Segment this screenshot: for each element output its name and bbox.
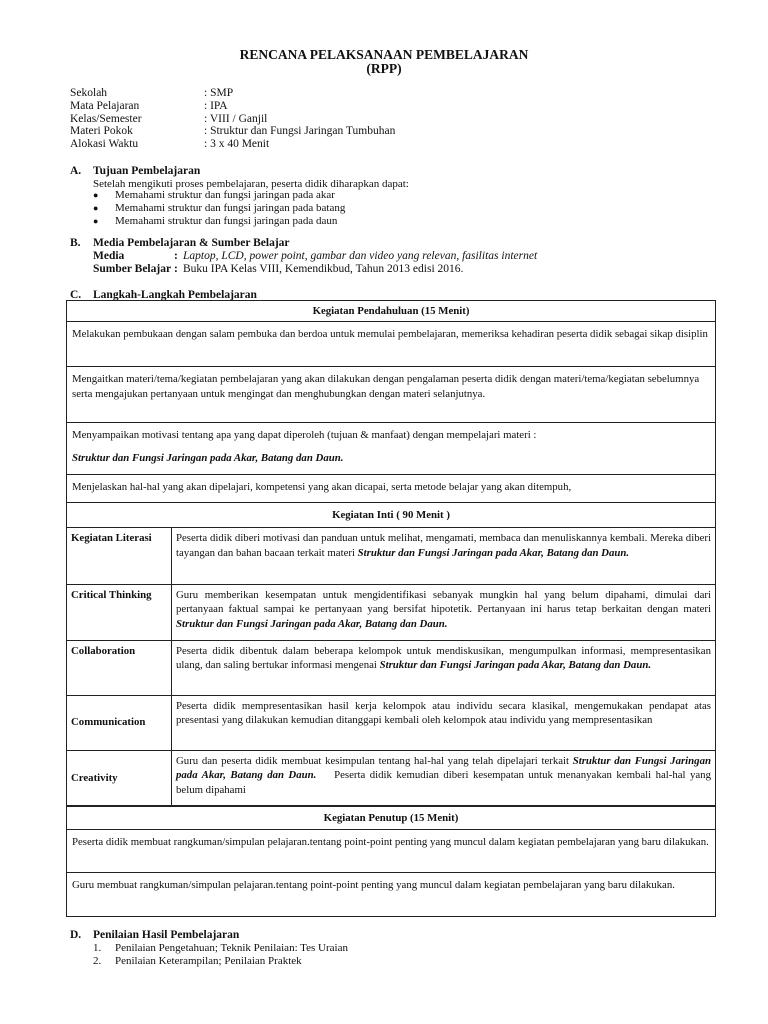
- identity-row: [70, 138, 395, 151]
- section-title: Langkah-Langkah Pembelajaran: [93, 289, 257, 301]
- table-row: Peserta didik membuat rangkuman/simpulan pelajaran.tentang point-point penting yang muncul dalam kegiatan pembelajaran yang baru dilakukan.: [67, 830, 715, 873]
- bullet-icon: ●: [93, 215, 99, 226]
- identity-label: Alokasi Waktu: [70, 138, 139, 151]
- list-item: [93, 955, 348, 968]
- activity-label: Communication: [67, 695, 172, 750]
- penutup-header: Kegiatan Penutup (15 Menit): [67, 806, 715, 830]
- section-letter: C.: [70, 289, 82, 301]
- table-row: [67, 423, 715, 475]
- sumber-label: Sumber Belajar: [93, 263, 172, 275]
- sumber-value: Buku IPA Kelas VIII, Kemendikbud, Tahun 2013 edisi 2016.: [183, 263, 464, 275]
- pendahuluan-header: Kegiatan Pendahuluan (15 Menit): [67, 301, 715, 322]
- penilaian-list: [93, 942, 348, 968]
- activity-text: Guru memberikan kesempatan untuk mengidentifikasi sebanyak mungkin hal yang belum dipahami, dimulai dari pertanyaan faktual sampai ke pertanyaan yang bersifat hipotetik. Pertanyaan ini harus tetap berkaitan dengan materi Struktur dan Fungsi Jaringan pada Akar, Batang dan Daun.: [172, 584, 716, 640]
- table-row: [67, 695, 715, 750]
- penutup-table: [66, 805, 716, 917]
- identity-value: : VIII / Ganjil: [204, 112, 268, 125]
- table-row: Mengaitkan materi/tema/kegiatan pembelajaran yang akan dilakukan dengan pengalaman peserta didik dengan materi/tema/kegiatan sebelumnya serta mengajukan pertanyaan untuk mengingat dan menghubungkan dengan materi selanjutnya.: [67, 367, 715, 423]
- table-row: [67, 750, 715, 806]
- identity-row: [70, 113, 395, 126]
- identity-label: Materi Pokok: [70, 125, 133, 138]
- identity-label: Sekolah: [70, 87, 108, 99]
- tujuan-intro: Setelah mengikuti proses pembelajaran, peserta didik diharapkan dapat:: [93, 178, 409, 190]
- tujuan-list: [93, 189, 345, 227]
- list-item-text: Penilaian Keterampilan; Penilaian Praktek: [115, 954, 302, 967]
- identity-row: [70, 87, 395, 100]
- activity-label: Kegiatan Literasi: [67, 528, 172, 584]
- inti-activities: [67, 528, 715, 806]
- pendahuluan-table: [66, 300, 716, 503]
- table-row: [67, 528, 715, 584]
- activity-label: Creativity: [67, 750, 172, 806]
- list-item-text: Penilaian Pengetahuan; Teknik Penilaian: Tes Uraian: [115, 942, 348, 954]
- identity-value: : IPA: [204, 99, 228, 112]
- bullet-icon: ●: [93, 190, 99, 200]
- section-title: Penilaian Hasil Pembelajaran: [93, 929, 240, 941]
- activity-text: Guru dan peserta didik membuat kesimpulan tentang hal-hal yang telah dipelajari terkait Struktur dan Fungsi Jaringan pada Akar, Batang dan Daun. Peserta didik kemudian diberi kesempatan untuk menanyakan kembali hal-hal yang belum dipahami: [176, 754, 714, 796]
- list-item-text: Memahami struktur dan fungsi jaringan pada daun: [115, 214, 338, 227]
- list-item: [93, 942, 348, 955]
- list-item-text: Memahami struktur dan fungsi jaringan pada batang: [115, 201, 346, 214]
- identity-row: [70, 125, 395, 138]
- list-item-text: Memahami struktur dan fungsi jaringan pada akar: [115, 189, 335, 201]
- section-title: Media Pembelajaran & Sumber Belajar: [93, 237, 290, 249]
- inti-header: Kegiatan Inti ( 90 Menit ): [67, 503, 715, 528]
- motivasi-materi: Struktur dan Fungsi Jaringan pada Akar, Batang dan Daun.: [72, 451, 344, 464]
- identity-value: : SMP: [204, 87, 234, 99]
- activity-label: Critical Thinking: [67, 584, 172, 640]
- bullet-icon: ●: [93, 202, 99, 213]
- identity-value: : 3 x 40 Menit: [204, 138, 270, 151]
- inti-table: [66, 502, 716, 807]
- activity-text: Peserta didik mempresentasikan hasil kerja kelompok atau individu secara klasikal, mengemukakan pendapat atas presentasi yang dilakukan kemudian ditanggapi kembali oleh kelompok atau individu yang mempresentasikan: [172, 695, 716, 750]
- sumber-row: Sumber Belajar : Buku IPA Kelas VIII, Kemendikbud, Tahun 2013 edisi 2016.: [93, 263, 464, 275]
- table-row: Melakukan pembukaan dengan salam pembuka dan berdoa untuk memulai pembelajaran, memeriksa kehadiran peserta didik sebagai sikap disiplin: [67, 322, 715, 367]
- table-row: Menjelaskan hal-hal yang akan dipelajari, kompetensi yang akan dicapai, serta metode belajar yang akan ditempuh,: [72, 481, 572, 493]
- media-row: Media : Laptop, LCD, power point, gambar dan video yang relevan, fasilitas internet: [93, 250, 538, 262]
- list-item: [93, 189, 345, 202]
- table-row: [67, 584, 715, 640]
- table-row: [67, 640, 715, 695]
- list-number: 1.: [93, 942, 102, 954]
- identity-value: : Struktur dan Fungsi Jaringan Tumbuhan: [204, 125, 396, 138]
- identity-label: Mata Pelajaran: [70, 99, 140, 112]
- section-letter: D.: [70, 929, 82, 941]
- document-title: RENCANA PELAKSANAAN PEMBELAJARAN: [239, 47, 529, 62]
- section-letter: A.: [70, 165, 82, 177]
- media-label: Media: [93, 250, 125, 262]
- motivasi-text: Menyampaikan motivasi tentang apa yang dapat diperoleh (tujuan & manfaat) dengan mempelajari materi :: [72, 429, 537, 441]
- list-number: 2.: [93, 954, 102, 967]
- activity-label: Collaboration: [67, 640, 172, 695]
- activity-text: Peserta didik dibentuk dalam beberapa kelompok untuk mendiskusikan, mengumpulkan informasi, mempresentasikan ulang, dan saling bertukar informasi mengenai Struktur dan Fungsi Jaringan pada Akar, Batang dan Daun.: [172, 640, 716, 695]
- media-block: [93, 250, 537, 276]
- document-subtitle: (RPP): [366, 61, 402, 76]
- section-title: Tujuan Pembelajaran: [93, 165, 201, 177]
- section-letter: B.: [70, 237, 81, 249]
- table-row: Guru membuat rangkuman/simpulan pelajaran.tentang point-point penting yang muncul dalam kegiatan pembelajaran yang baru dilakukan.: [72, 879, 675, 891]
- identity-row: [70, 100, 395, 113]
- identity-label: Kelas/Semester: [70, 112, 142, 125]
- identity-block: [70, 87, 395, 151]
- media-value: Laptop, LCD, power point, gambar dan video yang relevan, fasilitas internet: [183, 250, 538, 262]
- activity-text: Peserta didik diberi motivasi dan panduan untuk melihat, mengamati, membaca dan menuliskannya kembali. Mereka diberi tayangan dan bahan bacaan terkait materi Struktur dan Fungsi Jaringan pada Akar, Batang dan Daun.: [172, 528, 716, 584]
- list-item: [93, 202, 345, 215]
- list-item: [93, 215, 345, 228]
